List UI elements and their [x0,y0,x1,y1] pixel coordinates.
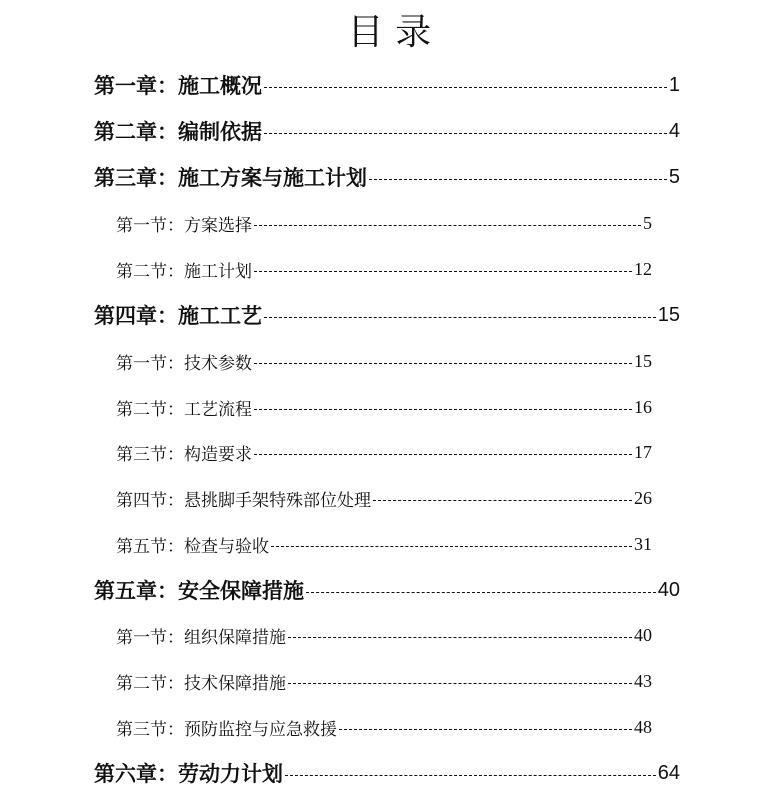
toc-entry-label: 第一节：方案选择 [116,215,252,236]
toc-entry-chapter-4 [94,300,680,330]
dotted-leader [254,363,632,364]
toc-entry-chapter-5 [94,575,680,605]
toc-entry-section-4-1 [116,346,652,376]
toc-entry-page: 31 [634,533,652,554]
toc-entry-label: 第一节：组织保障措施 [116,627,286,648]
toc-entry-section-5-2 [116,666,652,696]
dotted-leader [285,775,656,776]
toc-entry-page: 5 [668,165,680,188]
dotted-leader [369,179,667,180]
toc-entry-chapter-2 [94,116,680,146]
dotted-leader [288,637,632,638]
dotted-leader [254,454,632,455]
toc-entry-label: 第二节：工艺流程 [116,399,252,420]
toc-entry-section-4-4 [116,483,652,513]
toc-entry-label: 第四节：悬挑脚手架特殊部位处理 [116,490,371,511]
toc-entry-page: 1 [668,73,680,96]
dotted-leader [264,317,656,318]
toc-entry-section-5-1 [116,620,652,650]
dotted-leader [271,546,632,547]
dotted-leader [288,683,632,684]
toc-entry-label: 第四章：施工工艺 [94,304,262,328]
toc-entry-label: 第五章：安全保障措施 [94,579,304,603]
toc-entry-page: 43 [634,670,652,691]
toc-entry-section-4-5 [116,529,652,559]
toc-entry-page: 12 [634,258,652,279]
toc-entry-page: 15 [634,350,652,371]
dotted-leader [373,500,632,501]
toc-entry-section-4-3 [116,437,652,467]
toc-entry-chapter-3 [94,162,680,192]
dotted-leader [264,87,667,88]
toc-entry-label: 第三节：构造要求 [116,444,252,465]
toc-entry-page: 5 [643,212,652,233]
dotted-leader [339,729,632,730]
toc-entry-page: 16 [634,396,652,417]
toc-entry-page: 4 [668,119,680,142]
toc-entry-chapter-1 [94,70,680,100]
toc-entry-page: 17 [634,441,652,462]
toc-entry-label: 第二节：施工计划 [116,261,252,282]
toc-entry-label: 第六章：劳动力计划 [94,762,283,786]
toc-title: 目 录 [347,12,432,53]
toc-entry-label: 第二章：编制依据 [94,120,262,144]
toc-entry-section-3-1 [116,208,652,238]
toc-entry-label: 第五节：检查与验收 [116,536,269,557]
toc-entry-page: 48 [634,716,652,737]
dotted-leader [264,133,667,134]
toc-entry-label: 第一节：技术参数 [116,353,252,374]
toc-entry-label: 第二节：技术保障措施 [116,673,286,694]
toc-entry-label: 第三章：施工方案与施工计划 [94,166,367,190]
toc-entry-label: 第一章：施工概况 [94,74,262,98]
toc-entry-section-4-2 [116,392,652,422]
toc-entry-page: 15 [657,303,680,326]
toc-entry-page: 40 [634,624,652,645]
toc-entry-page: 64 [657,761,680,784]
dotted-leader [254,225,641,226]
dotted-leader [254,409,632,410]
toc-entry-page: 40 [657,578,680,601]
toc-entry-section-3-2 [116,254,652,284]
toc-entry-section-5-3 [116,712,652,742]
dotted-leader [306,592,656,593]
toc-entry-page: 26 [634,487,652,508]
dotted-leader [254,271,632,272]
toc-entry-chapter-6 [94,758,680,788]
toc-entry-label: 第三节：预防监控与应急救援 [116,719,337,740]
